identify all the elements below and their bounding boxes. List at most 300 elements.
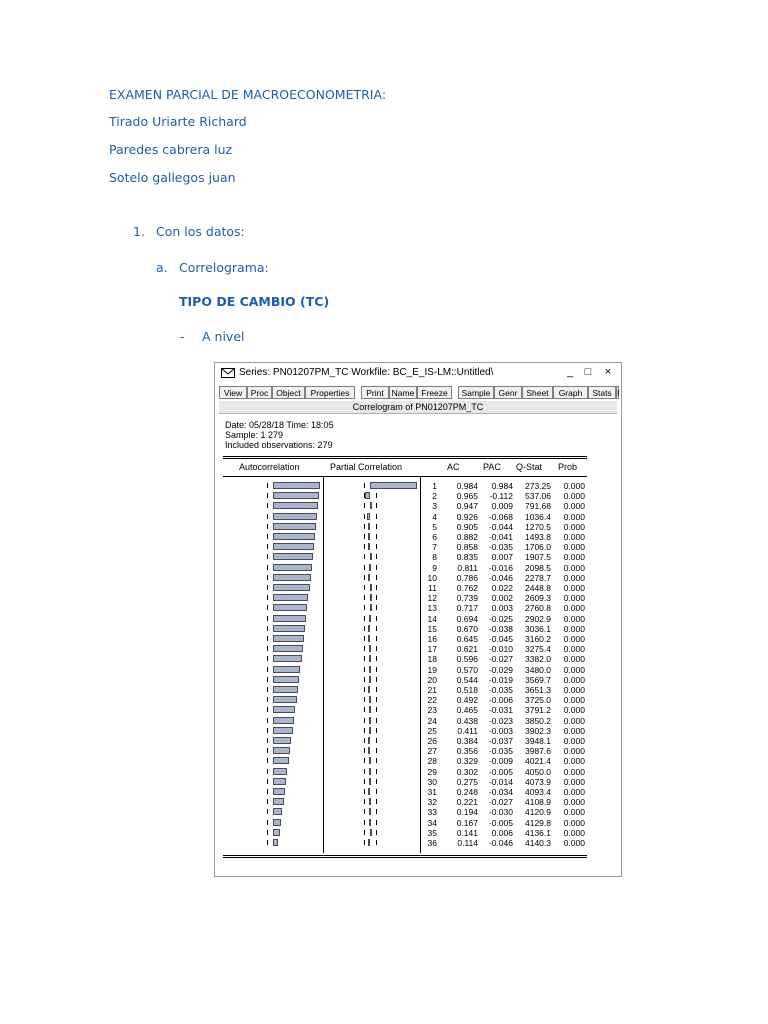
ac-cell: 0.141 xyxy=(456,827,478,838)
ac-bound-tick xyxy=(267,830,268,835)
pac-bound-tick-left xyxy=(364,585,365,590)
ac-cell: 0.717 xyxy=(456,603,478,614)
qstat-cell: 3725.0 xyxy=(525,695,551,706)
lag-cell: 16 xyxy=(427,634,437,644)
pac-bound-tick-left xyxy=(364,656,365,661)
pac-bar xyxy=(369,717,371,724)
pac-cell: -0.019 xyxy=(488,674,513,685)
qstat-cell: 4140.3 xyxy=(525,838,551,848)
pac-bound-tick-right xyxy=(376,830,377,835)
ac-bar xyxy=(273,553,313,560)
sub-item-text: A nivel xyxy=(202,329,245,344)
pac-cell: -0.025 xyxy=(488,613,513,624)
ac-bound-tick xyxy=(267,524,268,529)
table-row xyxy=(215,603,621,613)
prob-cell: 0.000 xyxy=(563,562,585,573)
prob-cell: 0.000 xyxy=(563,695,585,706)
ac-bound-tick xyxy=(267,789,268,794)
ac-cell: 0.694 xyxy=(456,613,478,624)
ac-bound-tick xyxy=(267,646,268,651)
pac-bound-tick-left xyxy=(364,840,365,845)
minimize-button[interactable]: _ xyxy=(566,366,574,378)
table-row xyxy=(215,746,621,756)
author-3: Sotelo gallegos juan xyxy=(109,170,236,185)
lag-cell: 10 xyxy=(427,572,437,583)
window-toolbar xyxy=(219,386,619,400)
pac-bound-tick-left xyxy=(364,646,365,651)
correlogram-header: Correlogram of PN01207PM_TC xyxy=(219,401,617,414)
pac-bar xyxy=(369,564,371,571)
ac-bar xyxy=(273,819,281,826)
pac-cell: -0.027 xyxy=(488,654,513,665)
pac-bound-tick-left xyxy=(364,779,365,784)
prob-cell: 0.000 xyxy=(563,746,585,757)
view-button[interactable]: View xyxy=(219,386,247,399)
qstat-cell: 1036.4 xyxy=(525,511,551,522)
prob-cell: 0.000 xyxy=(563,664,585,675)
ac-bar xyxy=(273,635,304,642)
pac-bound-tick-right xyxy=(376,687,377,692)
ac-bound-tick xyxy=(267,697,268,702)
lag-cell: 34 xyxy=(427,817,437,828)
qstat-cell: 2609.3 xyxy=(525,593,551,604)
table-row xyxy=(215,756,621,766)
prob-cell: 0.000 xyxy=(563,552,585,563)
pac-bound-tick-right xyxy=(376,514,377,519)
qstat-cell: 4021.4 xyxy=(525,756,551,767)
ac-bar xyxy=(273,533,315,540)
ac-cell: 0.275 xyxy=(456,776,478,787)
pac-bound-tick-right xyxy=(376,799,377,804)
ac-cell: 0.544 xyxy=(456,674,478,685)
pac-bound-tick-right xyxy=(376,636,377,641)
ac-cell: 0.905 xyxy=(456,521,478,532)
pac-bar xyxy=(369,655,371,662)
table-row xyxy=(215,491,621,501)
ac-bar xyxy=(273,482,320,489)
name-button[interactable]: Name xyxy=(389,386,417,399)
table-row xyxy=(215,695,621,705)
pac-bound-tick-left xyxy=(364,809,365,814)
ac-bound-tick xyxy=(267,677,268,682)
ac-bound-tick xyxy=(267,595,268,600)
ac-bar xyxy=(273,676,299,683)
pac-bound-tick-left xyxy=(364,544,365,549)
ac-bound-tick xyxy=(267,565,268,570)
ac-bar xyxy=(273,574,311,581)
pac-bar xyxy=(370,604,372,611)
ac-cell: 0.811 xyxy=(457,562,478,573)
pac-cell: -0.014 xyxy=(488,776,513,787)
ac-cell: 0.194 xyxy=(456,807,478,818)
pac-cell: 0.002 xyxy=(491,593,513,604)
prob-cell: 0.000 xyxy=(563,787,585,797)
table-row xyxy=(215,685,621,695)
ac-cell: 0.248 xyxy=(456,787,478,797)
pac-bound-tick-left xyxy=(364,626,365,631)
qstat-cell: 3987.6 xyxy=(525,746,551,757)
prob-cell: 0.000 xyxy=(563,827,585,838)
table-row xyxy=(215,716,621,726)
col-partial-correlation: Partial Correlation xyxy=(330,462,403,472)
lag-cell: 27 xyxy=(427,746,437,757)
ac-bound-tick xyxy=(267,707,268,712)
pac-cell: -0.010 xyxy=(488,644,513,655)
pac-bound-tick-left xyxy=(364,595,365,600)
table-row xyxy=(215,654,621,664)
footer-rule-1 xyxy=(223,855,587,856)
table-row xyxy=(215,481,621,491)
ac-cell: 0.786 xyxy=(456,572,478,583)
lag-cell: 5 xyxy=(432,521,437,532)
qstat-cell: 2760.8 xyxy=(525,603,551,614)
ac-bound-tick xyxy=(267,616,268,621)
prob-cell: 0.000 xyxy=(563,593,585,604)
pac-bound-tick-right xyxy=(376,728,377,733)
pac-cell: 0.006 xyxy=(491,827,513,838)
prob-cell: 0.000 xyxy=(563,491,585,502)
ac-bound-tick xyxy=(267,840,268,845)
pac-bound-tick-left xyxy=(364,575,365,580)
lag-cell: 9 xyxy=(432,562,437,573)
prob-cell: 0.000 xyxy=(563,644,585,655)
pac-bound-tick-left xyxy=(364,687,365,692)
ac-cell: 0.114 xyxy=(457,838,478,848)
ac-bar xyxy=(273,502,318,509)
envelope-icon xyxy=(221,368,235,378)
table-row xyxy=(215,573,621,583)
pac-bound-tick-left xyxy=(364,524,365,529)
ac-cell: 0.621 xyxy=(456,644,478,655)
ac-cell: 0.984 xyxy=(456,481,478,491)
ac-bar xyxy=(273,594,308,601)
pac-bound-tick-left xyxy=(364,799,365,804)
lag-cell: 32 xyxy=(427,797,437,808)
pac-cell: -0.035 xyxy=(488,685,513,695)
table-row xyxy=(215,614,621,624)
qstat-cell: 3480.0 xyxy=(525,664,551,675)
qstat-cell: 273.25 xyxy=(525,481,551,491)
pac-cell: -0.041 xyxy=(488,532,513,542)
qstat-cell: 2278.7 xyxy=(525,572,551,583)
pac-bar xyxy=(369,706,371,713)
pac-cell: -0.031 xyxy=(488,705,513,716)
close-button[interactable]: × xyxy=(604,366,612,378)
pac-cell: -0.045 xyxy=(488,634,513,644)
pac-bound-tick-left xyxy=(364,565,365,570)
pac-cell: 0.003 xyxy=(491,603,513,614)
pac-bound-tick-right xyxy=(376,656,377,661)
ac-bound-tick xyxy=(267,799,268,804)
pac-bound-tick-right xyxy=(376,840,377,845)
ac-cell: 0.882 xyxy=(456,532,478,542)
prob-cell: 0.000 xyxy=(563,715,585,726)
more-button[interactable]: I xyxy=(617,388,620,398)
pac-bar xyxy=(369,768,371,775)
object-button[interactable]: Object xyxy=(272,386,305,399)
ac-cell: 0.965 xyxy=(456,491,478,502)
ac-bound-tick xyxy=(267,820,268,825)
maximize-button[interactable]: □ xyxy=(584,366,592,378)
ac-bound-tick xyxy=(267,809,268,814)
pac-cell: -0.005 xyxy=(488,766,513,777)
table-row xyxy=(215,644,621,654)
table-row xyxy=(215,838,621,848)
qstat-cell: 791.68 xyxy=(525,501,551,512)
ac-bound-tick xyxy=(267,483,268,488)
ac-bound-tick xyxy=(267,718,268,723)
pac-bound-tick-left xyxy=(364,748,365,753)
ac-cell: 0.167 xyxy=(456,817,478,828)
qstat-cell: 2448.8 xyxy=(525,583,551,593)
ac-bar xyxy=(273,615,306,622)
lag-cell: 30 xyxy=(427,776,437,787)
pac-bound-tick-left xyxy=(364,677,365,682)
qstat-cell: 4050.0 xyxy=(525,766,551,777)
ac-bound-tick xyxy=(267,534,268,539)
lag-cell: 29 xyxy=(427,766,437,777)
qstat-cell: 3902.3 xyxy=(525,725,551,736)
pac-bar xyxy=(370,584,372,591)
qstat-cell: 3850.2 xyxy=(525,715,551,726)
ac-bound-tick xyxy=(267,585,268,590)
pac-bound-tick-right xyxy=(376,646,377,651)
pac-bound-tick-right xyxy=(376,575,377,580)
ac-bar xyxy=(273,655,302,662)
prob-cell: 0.000 xyxy=(563,511,585,522)
pac-cell: -0.005 xyxy=(488,817,513,828)
sample-button[interactable]: Sample xyxy=(458,386,494,399)
ac-bar xyxy=(273,768,287,775)
table-row xyxy=(215,665,621,675)
prob-cell: 0.000 xyxy=(563,501,585,512)
table-row xyxy=(215,705,621,715)
pac-bound-tick-left xyxy=(364,605,365,610)
ac-cell: 0.438 xyxy=(456,715,478,726)
pac-cell: -0.035 xyxy=(488,746,513,757)
pac-bound-tick-right xyxy=(376,585,377,590)
ac-bound-tick xyxy=(267,728,268,733)
col-qstat: Q-Stat xyxy=(516,462,543,472)
pac-bar xyxy=(368,543,370,550)
prob-cell: 0.000 xyxy=(563,776,585,787)
pac-bound-tick-right xyxy=(376,554,377,559)
lag-cell: 22 xyxy=(427,695,437,706)
ac-cell: 0.858 xyxy=(456,542,478,553)
prob-cell: 0.000 xyxy=(563,797,585,808)
lag-cell: 3 xyxy=(432,501,437,512)
col-prob: Prob xyxy=(558,462,578,472)
pac-bound-tick-right xyxy=(376,748,377,753)
prob-cell: 0.000 xyxy=(563,521,585,532)
pac-bar xyxy=(368,686,370,693)
pac-cell: -0.016 xyxy=(488,562,513,573)
date-line: Date: 05/28/18 Time: 18:05 xyxy=(225,420,334,430)
pac-bound-tick-left xyxy=(364,697,365,702)
lag-cell: 8 xyxy=(432,552,437,563)
lag-cell: 15 xyxy=(427,623,437,634)
pac-bound-tick-right xyxy=(376,820,377,825)
prob-cell: 0.000 xyxy=(563,654,585,665)
table-row xyxy=(215,552,621,562)
pac-cell: -0.112 xyxy=(489,491,513,502)
pac-cell: 0.984 xyxy=(491,481,513,491)
pac-bound-tick-left xyxy=(364,554,365,559)
pac-bound-tick-right xyxy=(376,809,377,814)
lag-cell: 21 xyxy=(427,685,437,695)
table-row xyxy=(215,583,621,593)
properties-button[interactable]: Properties xyxy=(305,386,355,399)
lag-cell: 11 xyxy=(428,583,437,593)
table-row xyxy=(215,501,621,511)
observations-line: Included observations: 279 xyxy=(225,440,333,450)
qstat-cell: 3036.1 xyxy=(525,623,551,634)
lag-cell: 17 xyxy=(427,644,437,655)
pac-cell: -0.046 xyxy=(488,838,513,848)
footer-rule-2 xyxy=(223,857,587,858)
ac-bound-tick xyxy=(267,514,268,519)
lag-cell: 20 xyxy=(427,674,437,685)
table-row xyxy=(215,767,621,777)
pac-bar xyxy=(370,829,372,836)
prob-cell: 0.000 xyxy=(563,583,585,593)
pac-cell: -0.029 xyxy=(488,664,513,675)
qstat-cell: 4093.4 xyxy=(525,787,551,797)
qstat-cell: 3651.3 xyxy=(525,685,551,695)
ac-bound-tick xyxy=(267,758,268,763)
pac-bound-tick-left xyxy=(364,820,365,825)
ac-bar xyxy=(273,666,300,673)
pac-bound-tick-right xyxy=(376,605,377,610)
ac-bar xyxy=(273,717,294,724)
col-autocorrelation: Autocorrelation xyxy=(239,462,300,472)
ac-bar xyxy=(273,645,303,652)
qstat-cell: 4136.1 xyxy=(525,827,551,838)
qstat-cell: 2098.5 xyxy=(525,562,551,573)
lag-cell: 28 xyxy=(427,756,437,767)
pac-cell: -0.068 xyxy=(488,511,513,522)
header-rule-top-2 xyxy=(223,458,587,459)
ac-bound-tick xyxy=(267,738,268,743)
ac-bar xyxy=(273,513,317,520)
pac-bound-tick-right xyxy=(376,503,377,508)
ac-cell: 0.762 xyxy=(456,583,478,593)
proc-button[interactable]: Proc xyxy=(247,386,272,399)
prob-cell: 0.000 xyxy=(563,807,585,818)
sample-line: Sample: 1 279 xyxy=(225,430,284,440)
ac-bar xyxy=(273,798,284,805)
freeze-button[interactable]: Freeze xyxy=(417,386,452,399)
table-row xyxy=(215,512,621,522)
prob-cell: 0.000 xyxy=(563,756,585,767)
lag-cell: 7 xyxy=(432,542,437,553)
pac-bound-tick-right xyxy=(376,524,377,529)
pac-bound-tick-right xyxy=(376,626,377,631)
ac-bar xyxy=(273,604,307,611)
pac-bound-tick-left xyxy=(364,667,365,672)
pac-bar xyxy=(368,523,370,530)
pac-bar xyxy=(368,635,370,642)
pac-cell: -0.035 xyxy=(488,542,513,553)
ac-bar xyxy=(273,686,298,693)
pac-bar xyxy=(365,492,370,499)
lag-cell: 4 xyxy=(432,511,437,522)
pac-cell: 0.009 xyxy=(491,501,513,512)
pac-bound-tick-right xyxy=(376,707,377,712)
header-rule-bottom xyxy=(223,476,587,477)
qstat-cell: 1493.8 xyxy=(525,532,551,542)
pac-bar xyxy=(369,798,371,805)
pac-bar xyxy=(370,482,417,489)
pac-bar xyxy=(368,839,370,846)
pac-bound-tick-left xyxy=(364,534,365,539)
ac-cell: 0.465 xyxy=(456,705,478,716)
pac-bound-tick-right xyxy=(376,738,377,743)
eviews-window xyxy=(214,362,622,877)
table-row xyxy=(215,624,621,634)
window-title: Series: PN01207PM_TC Workfile: BC_E_IS-LM::Untitled\ xyxy=(239,367,494,378)
window-titlebar xyxy=(215,363,621,385)
qstat-cell: 4108.9 xyxy=(525,797,551,808)
prob-cell: 0.000 xyxy=(563,705,585,716)
pac-cell: -0.038 xyxy=(488,623,513,634)
genr-button[interactable]: Genr xyxy=(494,386,522,399)
pac-bar xyxy=(369,819,371,826)
qstat-cell: 3791.2 xyxy=(525,705,551,716)
pac-bar xyxy=(368,625,370,632)
ac-bar xyxy=(273,778,286,785)
pac-bar xyxy=(367,513,370,520)
pac-bound-tick-right xyxy=(376,667,377,672)
ac-bound-tick xyxy=(267,605,268,610)
pac-cell: -0.003 xyxy=(488,725,513,736)
pac-bound-tick-right xyxy=(376,493,377,498)
graph-button[interactable]: Graph xyxy=(553,386,588,399)
pac-bar xyxy=(369,778,371,785)
pac-cell: -0.044 xyxy=(488,521,513,532)
ac-bar xyxy=(273,706,295,713)
table-row xyxy=(215,828,621,838)
prob-cell: 0.000 xyxy=(563,736,585,746)
table-row xyxy=(215,818,621,828)
print-button[interactable]: Print xyxy=(361,386,389,399)
pac-bound-tick-left xyxy=(364,728,365,733)
table-row xyxy=(215,675,621,685)
author-1: Tirado Uriarte Richard xyxy=(109,114,247,129)
table-row xyxy=(215,736,621,746)
qstat-cell: 4120.9 xyxy=(525,807,551,818)
ac-bound-tick xyxy=(267,575,268,580)
prob-cell: 0.000 xyxy=(563,603,585,614)
sheet-button[interactable]: Sheet xyxy=(522,386,553,399)
ac-cell: 0.645 xyxy=(456,634,478,644)
pac-bound-tick-right xyxy=(376,544,377,549)
pac-bound-tick-left xyxy=(364,616,365,621)
prob-cell: 0.000 xyxy=(563,634,585,644)
ac-bound-tick xyxy=(267,544,268,549)
pac-bound-tick-right xyxy=(376,677,377,682)
pac-cell: -0.009 xyxy=(488,756,513,767)
pac-cell: -0.006 xyxy=(488,695,513,706)
ac-cell: 0.384 xyxy=(456,736,478,746)
pac-bound-tick-right xyxy=(376,718,377,723)
lag-cell: 13 xyxy=(427,603,437,614)
table-row xyxy=(215,777,621,787)
ac-bar xyxy=(273,829,280,836)
stats-button[interactable]: Stats xyxy=(588,386,616,399)
pac-cell: -0.030 xyxy=(488,807,513,818)
pac-cell: 0.007 xyxy=(491,552,513,563)
